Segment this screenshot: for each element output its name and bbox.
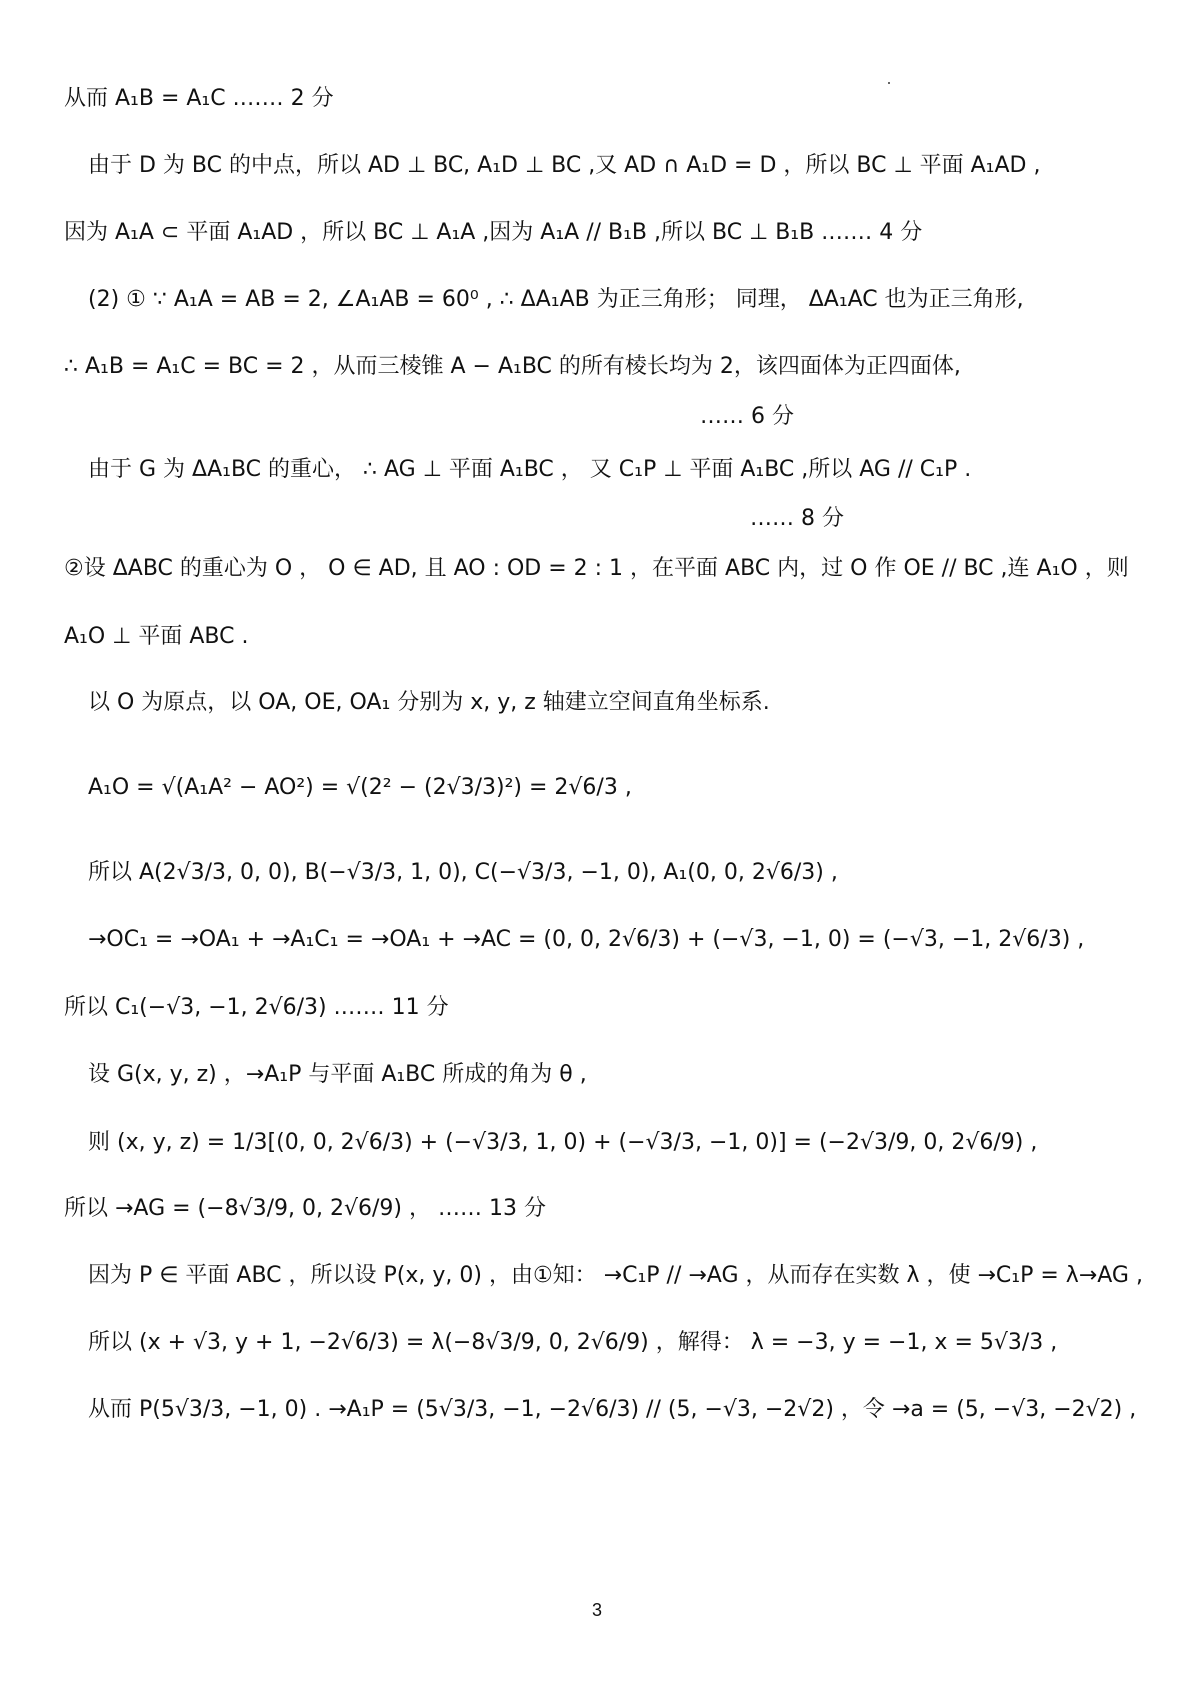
text-line-8: …… 8 分 [750, 506, 844, 531]
text-line-6: …… 6 分 [700, 404, 794, 429]
text-line-2: 由于 D 为 BC 的中点，所以 AD ⊥ BC, A₁D ⊥ BC ,又 AD ∩ A₁D = D ，所以 BC ⊥ 平面 A₁AD , [88, 153, 1041, 178]
text-line-19: 因为 P ∈ 平面 ABC ，所以设 P(x, y, 0) ，由①知： →C₁P // →AG ，从而存在实数 λ ，使 →C₁P = λ→AG , [88, 1263, 1143, 1288]
text-line-18: 所以 →AG = (−8√3/9, 0, 2√6/9) ， …… 13 分 [64, 1196, 546, 1221]
text-line-14: →OC₁ = →OA₁ + →A₁C₁ = →OA₁ + →AC = (0, 0, 2√6/3) + (−√3, −1, 0) = (−√3, −1, 2√6/3) , [88, 927, 1085, 952]
text-line-10: A₁O ⊥ 平面 ABC . [64, 624, 249, 649]
text-line-7: 由于 G 为 ΔA₁BC 的重心， ∴ AG ⊥ 平面 A₁BC ， 又 C₁P ⊥ 平面 A₁BC ,所以 AG // C₁P . [88, 457, 972, 482]
text-line-11: 以 O 为原点，以 OA, OE, OA₁ 分别为 x, y, z 轴建立空间直角坐标系. [88, 690, 770, 715]
text-line-17: 则 (x, y, z) = 1/3[(0, 0, 2√6/3) + (−√3/3, 1, 0) + (−√3/3, −1, 0)] = (−2√3/9, 0, 2√6/9) , [88, 1130, 1038, 1155]
text-line-20: 所以 (x + √3, y + 1, −2√6/3) = λ(−8√3/9, 0, 2√6/9) ，解得： λ = −3, y = −1, x = 5√3/3 , [88, 1330, 1058, 1355]
text-line-13: 所以 A(2√3/3, 0, 0), B(−√3/3, 1, 0), C(−√3/3, −1, 0), A₁(0, 0, 2√6/3) , [88, 860, 838, 885]
text-line-4: (2) ① ∵ A₁A = AB = 2, ∠A₁AB = 60⁰ , ∴ ΔA₁AB 为正三角形； 同理， ΔA₁AC 也为正三角形, [88, 287, 1024, 312]
text-line-12: A₁O = √(A₁A² − AO²) = √(2² − (2√3/3)²) = 2√6/3 , [88, 775, 632, 800]
page-number: 3 [592, 1600, 603, 1620]
text-line-1: 从而 A₁B = A₁C .…… 2 分 [64, 86, 334, 111]
text-line-21: 从而 P(5√3/3, −1, 0) . →A₁P = (5√3/3, −1, −2√6/3) // (5, −√3, −2√2) ，令 →a = (5, −√3, −2√2) , [88, 1397, 1137, 1422]
text-line-16: 设 G(x, y, z) ，→A₁P 与平面 A₁BC 所成的角为 θ , [88, 1062, 587, 1087]
scan-dot [888, 82, 890, 84]
text-line-15: 所以 C₁(−√3, −1, 2√6/3) .…… 11 分 [64, 995, 449, 1020]
text-line-9: ②设 ΔABC 的重心为 O ， O ∈ AD, 且 AO : OD = 2 : 1 ，在平面 ABC 内，过 O 作 OE // BC ,连 A₁O ，则 [64, 556, 1129, 581]
text-line-5: ∴ A₁B = A₁C = BC = 2 ，从而三棱锥 A − A₁BC 的所有棱长均为 2，该四面体为正四面体, [64, 354, 961, 379]
text-line-3: 因为 A₁A ⊂ 平面 A₁AD ，所以 BC ⊥ A₁A ,因为 A₁A // B₁B ,所以 BC ⊥ B₁B .…… 4 分 [64, 220, 923, 245]
